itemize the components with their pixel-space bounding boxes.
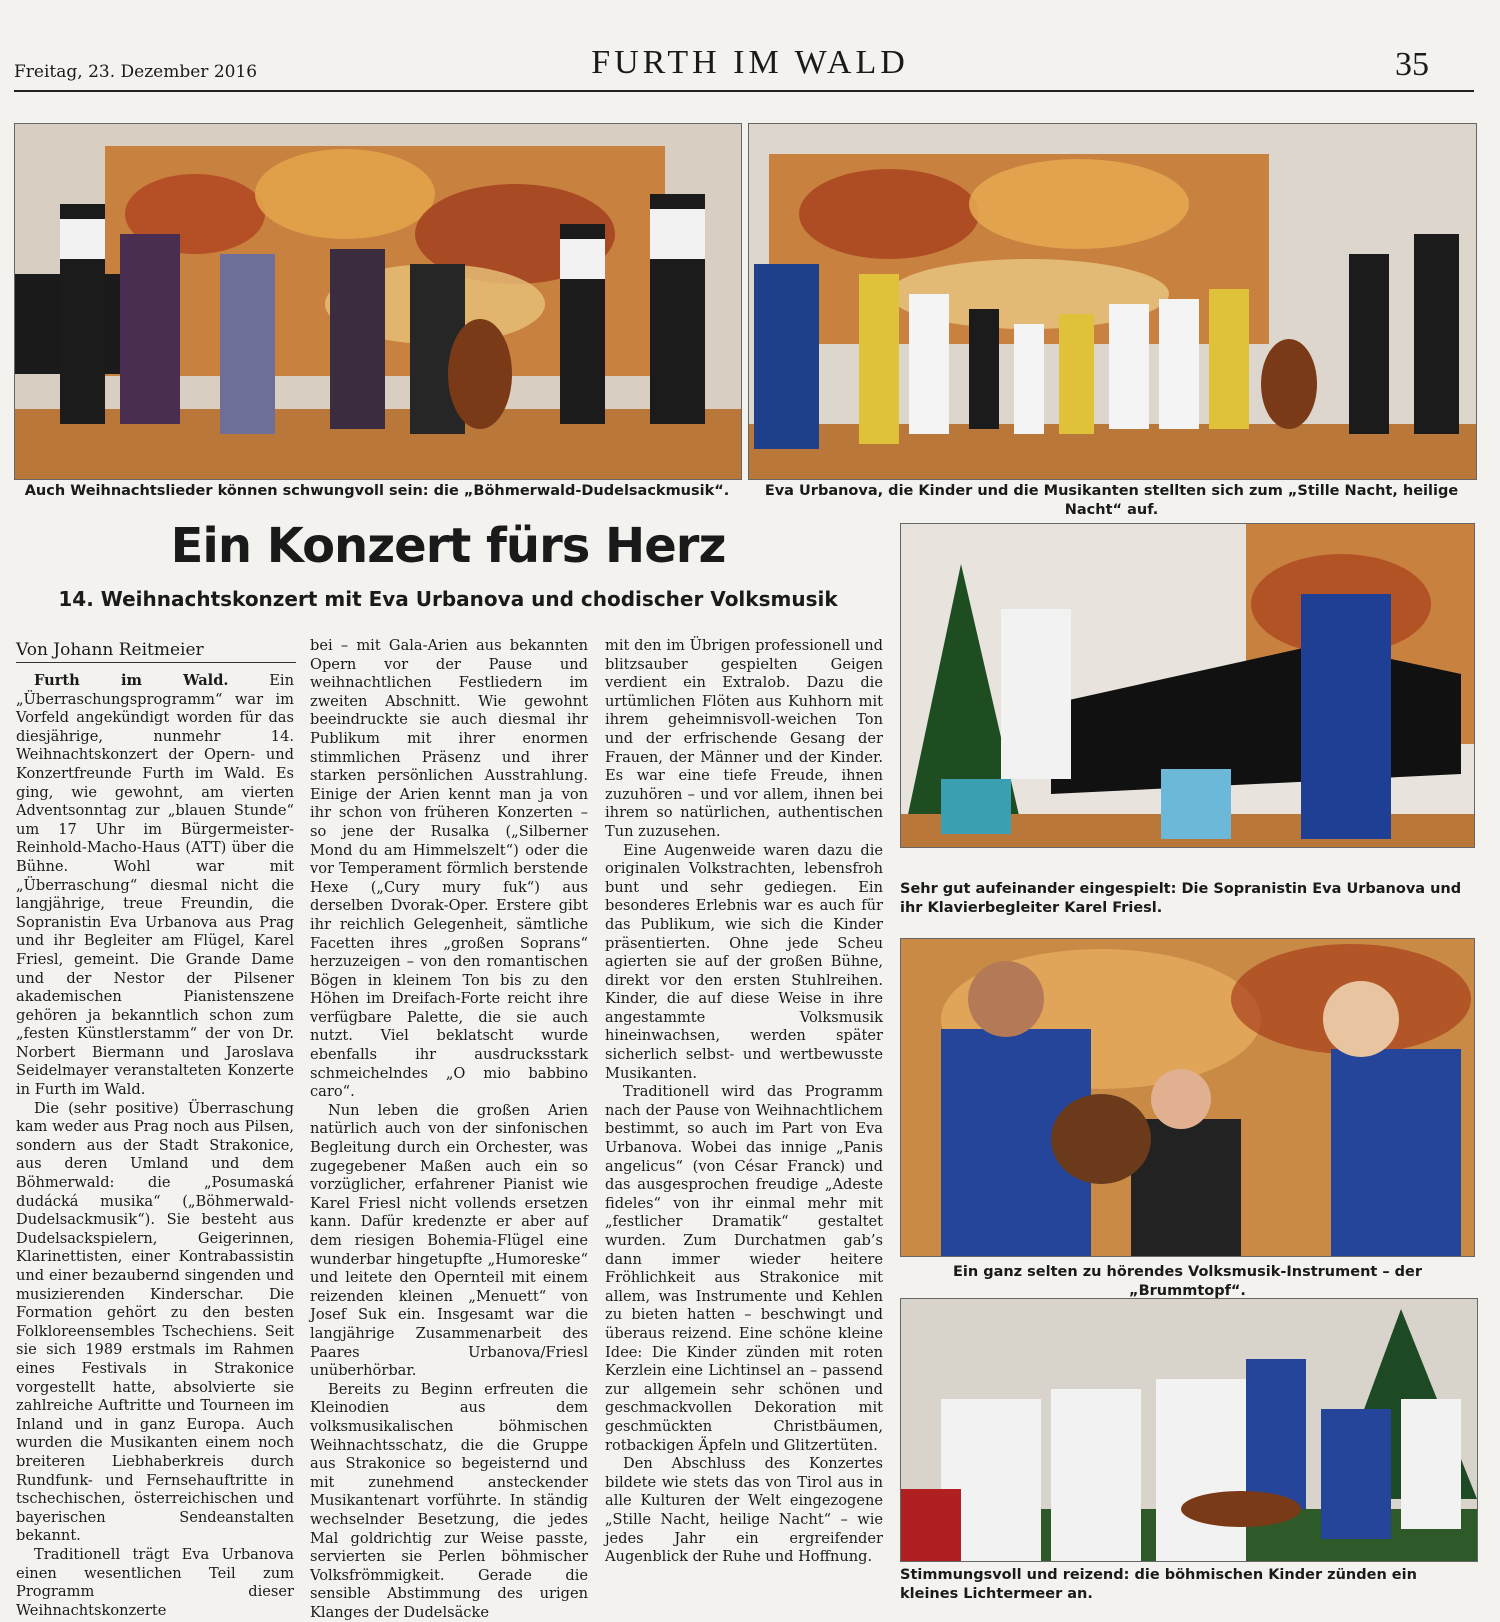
paragraph: bei – mit Gala-Arien aus bekannten Opern vor der Pause und weihnachtlichen Festliedern im zweiten Abschnitt. Wie gewohnt beeindruckte sie auch diesmal ihr Publikum mit ihrer enormen stimmlichen Präsenz und ihrer starken persönlichen Ausstrahlung. Einige der Arien kennt man ja von ihr schon von früheren Konzerten – so jene der Rusalka („Silberner Mond du am Himmelszelt“) oder die vor Temperament förmlich berstende Hexe („Cury mury fuk“) aus derselben Dvorak-Oper. Erstere gibt ihr reichlich Gelegenheit, sämtliche Facetten ihres „großen Soprans“ herzuzeigen – von den romantischen Bögen in kleinem Ton bis zu den Höhen im Dreifach-Forte reicht ihre verfügbare Palette, die sie auch nutzt. Viel beklatscht wurde ebenfalls ihr ausdrucksstark schmeichelndes „O mio babbino caro“. [310,637,588,1101]
paragraph: Traditionell trägt Eva Urbanova einen wesentlichen Teil zum Programm dieser Weihnachtskonzerte [16,1545,294,1619]
dateline: Furth im Wald. [34,672,229,689]
issue-date: Freitag, 23. Dezember 2016 [14,62,258,82]
paragraph: mit den im Übrigen professionell und blitzsauber gespielten Geigen verdient ein Extralob. Dazu die urtümlichen Flöten aus Kuhhorn mit ihrem geheimnisvoll-weichen Ton und der erfrischende Gesang der Frauen, der Männer und der Kinder. Es war eine tiefe Freude, ihnen zuzuhören – und vor allem, ihnen bei ihrem so natürlichen, authentischen Tun zuzusehen. [605,637,883,840]
photo-caption: Auch Weihnachtslieder können schwungvoll sein: die „Böhmerwald-Dudelsackmusik“. [24,483,730,499]
paragraph: Den Abschluss des Konzertes bildete wie stets das von Tirol aus in alle Kulturen der Welt eingezogene „Stille Nacht, heilige Nacht“ – wie jedes Jahr ein ergreifender Augenblick der Ruhe und Hoffnung. [605,1455,883,1566]
article-column-1 [16,672,294,1620]
page-number: 35 [1395,46,1429,83]
subheadline: 14. Weihnachtskonzert mit Eva Urbanova und chodischer Volksmusik [58,587,838,611]
paragraph: Eine Augenweide waren dazu die originalen Volkstrachten, lebensfroh bunt und sehr gediegen. Ein besonderes Erlebnis war es auch für das Publikum, wie sich die Kinder präsentierten. Ohne jede Scheu agierten sie auf der großen Bühne, direkt vor den ersten Stuhlreihen. Kinder, die auf diese Weise in ihre angestammte Volksmusik hineinwachsen, werden später sicherlich selbst- und wertbewusste Musikanten. [605,841,883,1082]
photo-caption: Eva Urbanova, die Kinder und die Musikanten stellten sich zum „Stille Nacht, heilige Nacht“ auf. [764,483,1459,518]
photo-brummtopf [900,938,1475,1257]
photo-caption: Stimmungsvoll und reizend: die böhmischen Kinder zünden ein kleines Lichtermeer an. [900,1567,1417,1602]
photo-caption: Sehr gut aufeinander eingespielt: Die Sopranistin Eva Urbanova und ihr Klavierbegleiter Karel Friesl. [900,881,1462,916]
article-column-3 [605,637,883,1567]
paragraph: Furth im Wald. Ein „Überraschungsprogramm“ war im Vorfeld angekündigt worden für das diesjährige, nunmehr 14. Weihnachtskonzert der Opern- und Konzertfreunde Furth im Wald. Es ging, wie gewohnt, am vierten Adventsonntag zur „blauen Stunde“ um 17 Uhr im Bürgermeister-Reinhold-Macho-Haus (ATT) über die Bühne. Wohl war mit „Überraschung“ diesmal nicht die langjährige, treue Freundin, die Sopranistin Eva Urbanova aus Prag und ihr Begleiter am Flügel, Karel Friesl, gemeint. Die Grande Dame und der Nestor der Pilsener akademischen Pianistenszene gehören ja bekanntlich schon zum „festen Künstlerstamm“ der von Dr. Norbert Biermann und Jaroslava Seidelmayer veranstalteten Konzerte in Furth im Wald. [16,672,295,1099]
paragraph: Die (sehr positive) Überraschung kam weder aus Prag noch aus Pilsen, sondern aus der Stadt Strakonice, aus deren Umland und dem Böhmerwald: die „Posumaská dudácká musika“ („Böhmerwald-Dudelsackmusik“). Sie besteht aus Dudelsackspielern, Geigerinnen, Klarinettisten, einer Kontrabassistin und einer bezaubernd singenden und musizierenden Kinderschar. Die Formation gehört zu den besten Folkloreensembles Tschechiens. Seit sie sich 1989 erstmals im Rahmen eines Festivals in Strakonice vorgestellt hatte, absolvierte sie zahlreiche Auftritte und Tourneen im Inland und in ganz Europa. Auch wurden die Musikanten einem noch breiteren Liebhaberkreis durch Rundfunk- und Fernsehauftritte in tschechischen, österreichischen und bayerischen Sendeanstalten bekannt. [16,1099,294,1545]
paragraph: Nun leben die großen Arien natürlich auch von der sinfonischen Begleitung durch ein Orchester, was zugegebener Maßen auch ein so vorzüglicher, erfahrener Pianist wie Karel Friesl nicht vollends ersetzen kann. Dafür kredenzte er aber auf dem riesigen Bohemia-Flügel eine wunderbar hingetupfte „Humoreske“ und leitete den Opernteil mit einem reizenden kleinen „Menuett“ von Josef Suk ein. Insgesamt war die langjährige Zusammenarbeit des Paares Urbanova/Friesl unüberhörbar. [310,1101,588,1380]
article-column-2 [310,637,588,1622]
photo-urbanova-friesl [900,523,1475,848]
photo-dudelsackmusik [14,123,742,480]
paragraph: Traditionell wird das Programm nach der Pause von Weihnachtlichem bestimmt, so auch im Part von Eva Urbanova. Wobei das innige „Panis angelicus“ (von César Franck) und das ausgesprochen freudige „Adeste fideles“ von ihr einmal mehr mit „festlicher Dramatik“ gestaltet wurden. Zum Durchatmen gab’s dann immer wieder heitere Fröhlichkeit aus Strakonice mit allem, was Instrumente und Kehlen zu bieten hatten – beschwingt und überaus reizend. Eine schöne kleine Idee: Die Kinder zünden mit roten Kerzlein eine Lichtinsel an – passend zur allgemein sehr schönen und geschmackvollen Dekoration mit geschmückten Christbäumen, rotbackigen Äpfeln und Glitzertüten. [605,1083,883,1454]
photo-caption: Ein ganz selten zu hörendes Volksmusik-Instrument – der „Brummtopf“. [952,1264,1423,1299]
photo-stille-nacht [748,123,1477,480]
photo-lichtermeer [900,1298,1478,1562]
byline: Von Johann Reitmeier [16,640,296,663]
paragraph: Bereits zu Beginn erfreuten die Kleinodien aus dem volksmusikalischen böhmischen Weihnachtsschatz, die die Gruppe aus Strakonice so begeisternd und mit zunehmend ansteckender Musikantenart vorführte. In ständig wechselnder Besetzung, die jedes Mal goldrichtig zur Weise passte, servierten sie Perlen böhmischer Volksfrömmigkeit. Gerade die sensible Abstimmung des urigen Klanges der Dudelsäcke [310,1380,588,1621]
headline: Ein Konzert fürs Herz [170,518,726,574]
section-title: FURTH IM WALD [591,44,909,81]
header-divider [14,90,1474,92]
